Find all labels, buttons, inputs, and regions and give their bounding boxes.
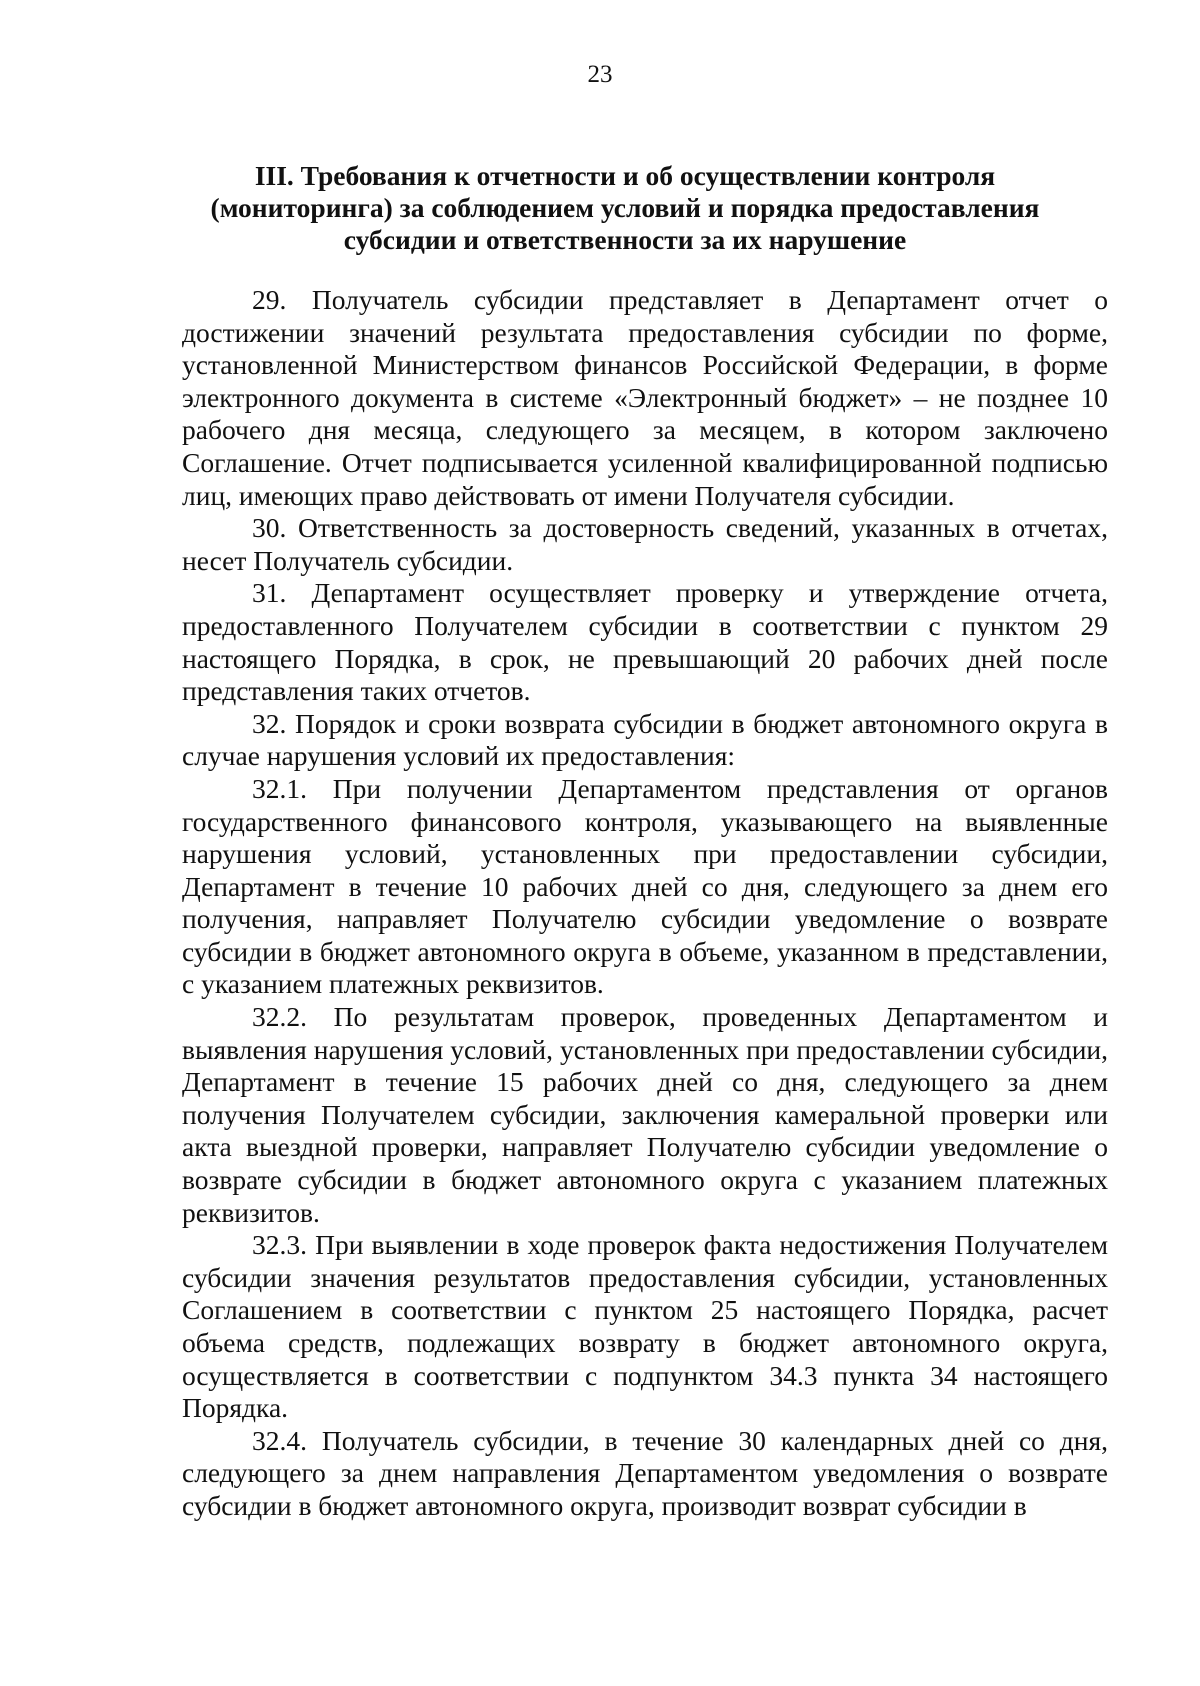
paragraph-32-1: 32.1. При получении Департаментом представления от органов государственного финансового контроля, указывающего на выявленные нарушения условий, установленных при предоставлении субсидии, Департамент в течение 10 рабочих дней со дня, следующего за днем его получения, направляет Получателю субсидии уведомление о возврате субсидии в бюджет автономного округа в объеме, указанном в представлении, с указанием платежных реквизитов. xyxy=(182,772,1108,1000)
section-title-line: субсидии и ответственности за их нарушение xyxy=(343,224,907,255)
paragraph-31: 31. Департамент осуществляет проверку и утверждение отчета, предоставленного Получателем субсидии в соответствии с пунктом 29 настоящего Порядка, в срок, не превышающий 20 рабочих дней после представления таких отчетов. xyxy=(182,577,1108,707)
paragraph-32-2: 32.2. По результатам проверок, проведенных Департаментом и выявления нарушения условий, установленных при предоставлении субсидии, Департамент в течение 15 рабочих дней со дня, следующего за днем получения Получателем субсидии, заключения камеральной проверки или акта выездной проверки, направляет Получателю субсидии уведомление о возврате субсидии в бюджет автономного округа с указанием платежных реквизитов. xyxy=(182,1001,1108,1228)
page-number: 23 xyxy=(587,61,613,88)
section-title-line: (мониторинга) за соблюдением условий и порядка предоставления xyxy=(210,192,1040,223)
section-title-line: III. Требования к отчетности и об осуществлении контроля xyxy=(254,160,996,191)
paragraph-32: 32. Порядок и сроки возврата субсидии в бюджет автономного округа в случае нарушения условий их предоставления: xyxy=(182,707,1108,772)
section-title xyxy=(175,160,1075,256)
document-body xyxy=(182,284,1108,1523)
paragraph-32-4: 32.4. Получатель субсидии, в течение 30 календарных дней со дня, следующего за днем направления Департаментом уведомления о возврате субсидии в бюджет автономного округа, производит возврат субсидии в xyxy=(182,1424,1108,1521)
paragraph-30: 30. Ответственность за достоверность сведений, указанных в отчетах, несет Получатель субсидии. xyxy=(182,512,1108,576)
paragraph-32-3: 32.3. При выявлении в ходе проверок факта недостижения Получателем субсидии значения результатов предоставления субсидии, установленных Соглашением в соответствии с пунктом 25 настоящего Порядка, расчет объема средств, подлежащих возврату в бюджет автономного округа, осуществляется в соответствии с подпунктом 34.3 пункта 34 настоящего Порядка. xyxy=(182,1229,1108,1424)
paragraph-29: 29. Получатель субсидии представляет в Департамент отчет о достижении значений результата предоставления субсидии по форме, установленной Министерством финансов Российской Федерации, в форме электронного документа в системе «Электронный бюджет» – не позднее 10 рабочего дня месяца, следующего за месяцем, в котором заключено Соглашение. Отчет подписывается усиленной квалифицированной подписью лиц, имеющих право действовать от имени Получателя субсидии. xyxy=(182,284,1108,511)
